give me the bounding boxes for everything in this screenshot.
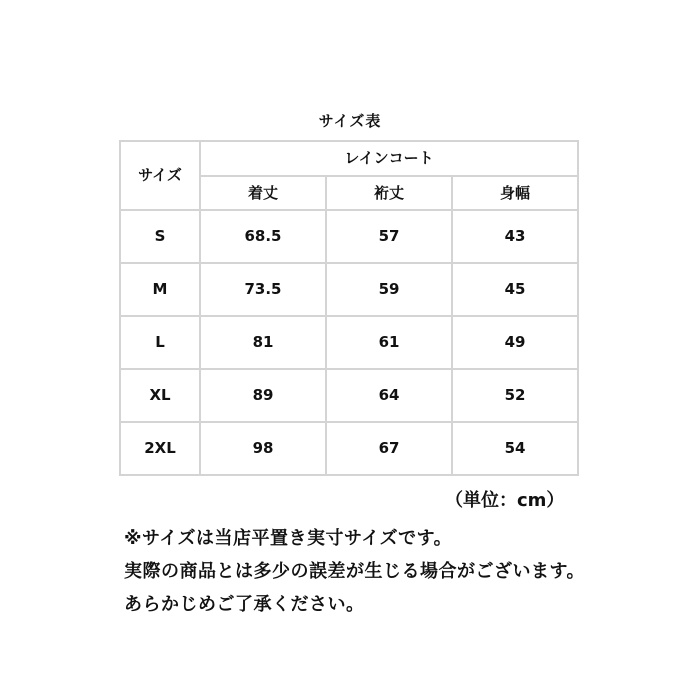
size-header: サイズ bbox=[120, 141, 200, 210]
length-value: 68.5 bbox=[200, 210, 326, 263]
size-label: 2XL bbox=[120, 422, 200, 475]
measurement-note: ※サイズは当店平置き実寸サイズです。 bbox=[124, 528, 453, 549]
width-value: 49 bbox=[452, 316, 578, 369]
sleeve-value: 57 bbox=[326, 210, 452, 263]
column-header-width: 身幅 bbox=[452, 176, 578, 210]
table-row bbox=[120, 316, 578, 369]
width-value: 52 bbox=[452, 369, 578, 422]
table-row bbox=[120, 369, 578, 422]
sleeve-value: 59 bbox=[326, 263, 452, 316]
table-row bbox=[120, 422, 578, 475]
table-header-row bbox=[120, 141, 578, 176]
sleeve-value: 61 bbox=[326, 316, 452, 369]
size-label: XL bbox=[120, 369, 200, 422]
length-value: 98 bbox=[200, 422, 326, 475]
sleeve-value: 64 bbox=[326, 369, 452, 422]
variance-note: 実際の商品とは多少の誤差が生じる場合がございます。 bbox=[124, 561, 586, 582]
length-value: 81 bbox=[200, 316, 326, 369]
width-value: 45 bbox=[452, 263, 578, 316]
width-value: 43 bbox=[452, 210, 578, 263]
length-value: 89 bbox=[200, 369, 326, 422]
width-value: 54 bbox=[452, 422, 578, 475]
size-chart-title: サイズ表 bbox=[318, 112, 382, 130]
table-row bbox=[120, 210, 578, 263]
column-header-length: 着丈 bbox=[200, 176, 326, 210]
size-label: M bbox=[120, 263, 200, 316]
unit-note: （単位：cm） bbox=[445, 490, 565, 511]
table-row bbox=[120, 263, 578, 316]
acknowledgement-note: あらかじめご了承ください。 bbox=[124, 594, 365, 615]
length-value: 73.5 bbox=[200, 263, 326, 316]
sleeve-value: 67 bbox=[326, 422, 452, 475]
size-table bbox=[119, 140, 579, 476]
column-header-sleeve: 裄丈 bbox=[326, 176, 452, 210]
raincoat-header: レインコート bbox=[200, 141, 578, 176]
size-label: S bbox=[120, 210, 200, 263]
size-label: L bbox=[120, 316, 200, 369]
